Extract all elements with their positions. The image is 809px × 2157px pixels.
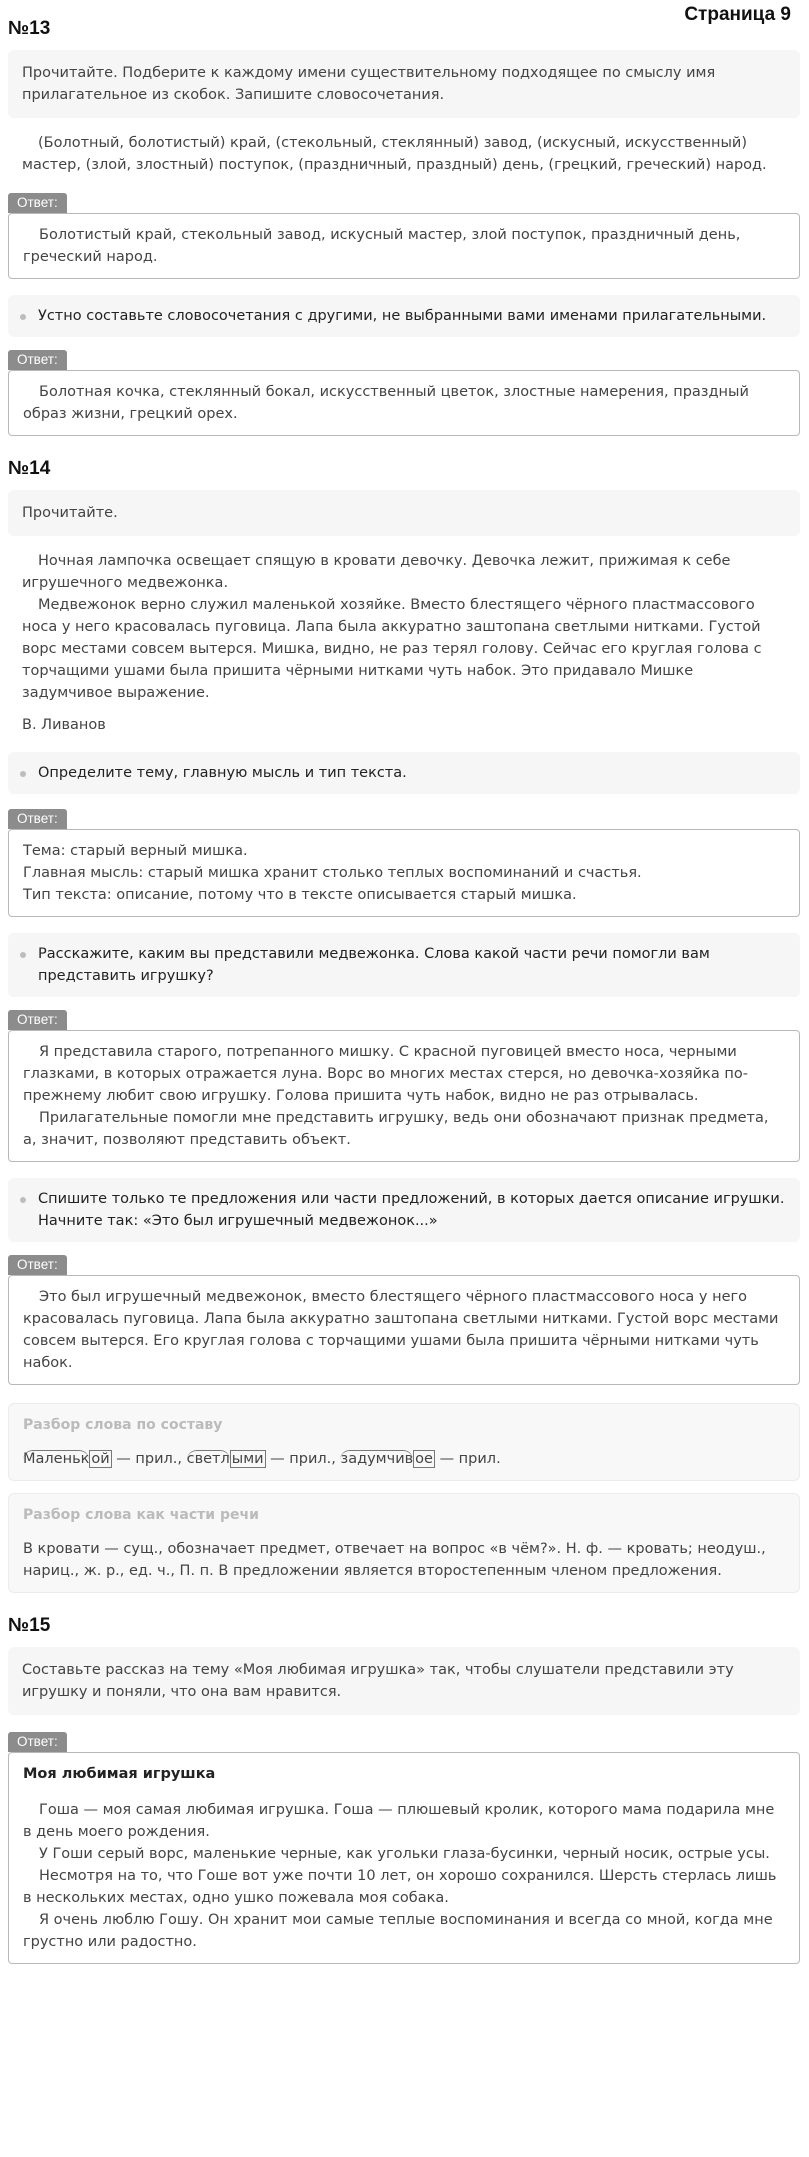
answer-text: Болотная кочка, стеклянный бокал, искусственный цветок, злостные намерения, праздный образ жизни, грецкий орех. [23, 384, 749, 422]
exercise-14-number: №14 [8, 458, 51, 479]
exercise-13-task: Прочитайте. Подберите к каждому имени существительному подходящее по смыслу имя прилагательное из скобок. Запишите словосочетания. [8, 50, 800, 118]
morpheme-word [23, 1448, 112, 1470]
text-paragraph: Ночная лампочка освещает спящую в кровати девочку. Девочка лежит, прижимая к себе игрушечного медвежонка. [22, 553, 731, 591]
story-title: Моя любимая игрушка [23, 1766, 216, 1782]
answer-box [8, 370, 800, 436]
answer-line: Тип текста: описание, потому что в тексте описывается старый мишка. [23, 887, 577, 903]
exercise-13-words: (Болотный, болотистый) край, (стекольный, стеклянный) завод, (искусный, искусственный) мастер, (злой, злостный) поступок, (праздничный, праздный) день, (грецкий, греческий) народ. [22, 135, 767, 173]
morpheme-analysis-words [23, 1448, 785, 1470]
answer-label: Ответ: [8, 193, 67, 213]
morpheme-root: задумчив [340, 1451, 414, 1467]
exercise-13-task-2 [8, 295, 800, 337]
task-text: Спишите только те предложения или части предложений, в которых дается описание игрушки. Начните так: «Это был игрушечный медвежонок...» [38, 1191, 785, 1229]
morpheme-root: светл [186, 1451, 230, 1467]
morpheme-ending: ое [415, 1451, 433, 1467]
exercise-13-number: №13 [8, 18, 51, 39]
morpheme-note: — прил., [265, 1451, 341, 1467]
answer-line: Тема: старый верный мишка. [23, 843, 248, 859]
exercise-14-answer-2 [8, 1009, 800, 1162]
exercise-14-question-3 [8, 1178, 800, 1242]
answer-box [8, 1752, 800, 1964]
answer-text: Это был игрушечный медвежонок, вместо блестящего чёрного пластмассового носа у него красовалась пуговица. Лапа была аккуратно заштопана светлыми нитками. Густой ворс местами совсем вытерся. Его круглая голова с торчащими ушами была пришита чёрными нитками чуть набок. [23, 1289, 779, 1371]
answer-label: Ответ: [8, 809, 67, 829]
morpheme-analysis-title: Разбор слова по составу [23, 1417, 223, 1433]
text-paragraph: Медвежонок верно служил маленькой хозяйке. Вместо блестящего чёрного пластмассового носа у него красовалась пуговица. Лапа была аккуратно заштопана светлыми нитками. Густой ворс местами совсем вытерся. Мишка, видно, не раз терял голову. Сейчас его круглая голова с торчащими ушами была пришита чёрными нитками чуть набок. Это придавало Мишке задумчивое выражение. [22, 597, 762, 701]
bullet-icon [20, 314, 26, 320]
exercise-13-text [8, 124, 800, 184]
page-number: Страница 9 [684, 4, 791, 25]
exercise-14-task: Прочитайте. [8, 490, 800, 536]
morpheme-analysis [8, 1403, 800, 1481]
page-content [8, 0, 800, 1964]
answer-label: Ответ: [8, 1255, 67, 1275]
exercise-15-task: Составьте рассказ на тему «Моя любимая игрушка» так, чтобы слушатели представили эту игрушку и поняли, что она вам нравится. [8, 1647, 800, 1715]
morpheme-root: Маленьк [23, 1451, 90, 1467]
answer-line: Главная мысль: старый мишка хранит столько теплых воспоминаний и счастья. [23, 865, 642, 881]
bullet-icon [20, 1197, 26, 1203]
answer-box [8, 1030, 800, 1162]
story-paragraph: Гоша — моя самая любимая игрушка. Гоша — плюшевый кролик, которого мама подарила мне в день моего рождения. [23, 1802, 775, 1840]
bullet-icon [20, 771, 26, 777]
story-paragraph: У Гоши серый ворс, маленькие черные, как угольки глаза-бусинки, черный носик, острые усы. [39, 1846, 770, 1862]
morpheme-ending: ыми [231, 1451, 264, 1467]
answer-box [8, 1275, 800, 1385]
morpheme-ending: ой [91, 1451, 110, 1467]
exercise-14-question-1 [8, 752, 800, 794]
part-of-speech-analysis-text: В кровати — сущ., обозначает предмет, отвечает на вопрос «в чём?». Н. ф. — кровать; неодуш., нариц., ж. р., ед. ч., П. п. В предложении является второстепенным членом предложения. [23, 1541, 766, 1579]
part-of-speech-analysis-title: Разбор слова как части речи [23, 1507, 259, 1523]
bullet-icon [20, 952, 26, 958]
morpheme-word [187, 1448, 266, 1470]
exercise-14-text [8, 542, 800, 744]
answer-label: Ответ: [8, 1010, 67, 1030]
story-paragraph: Несмотря на то, что Гоше вот уже почти 10 лет, он хорошо сохранился. Шерсть стерлась лишь в нескольких местах, одно ушко пожевала моя собака. [23, 1868, 777, 1906]
part-of-speech-analysis [8, 1493, 800, 1593]
answer-paragraph: Я представила старого, потрепанного мишку. С красной пуговицей вместо носа, черными глазками, в которых отражается луна. Ворс во многих местах стерся, но девочка-хозяйка по-прежнему любит свою игрушку. Голова пришита чуть набок, видно не раз отрывалась. [23, 1044, 748, 1104]
answer-box [8, 213, 800, 279]
exercise-13-answer-2 [8, 349, 800, 436]
task-text: Определите тему, главную мысль и тип текста. [38, 765, 407, 781]
answer-paragraph: Прилагательные помогли мне представить игрушку, ведь они обозначают признак предмета, а, значит, позволяют представить объект. [23, 1110, 769, 1148]
text-author: В. Ливанов [22, 717, 106, 733]
exercise-14-answer-1 [8, 808, 800, 917]
exercise-14-question-2 [8, 933, 800, 997]
exercise-15-number: №15 [8, 1615, 51, 1636]
exercise-14-answer-3 [8, 1254, 800, 1385]
exercise-13-answer-1 [8, 192, 800, 279]
answer-text: Болотистый край, стекольный завод, искусный мастер, злой поступок, праздничный день, греческий народ. [23, 227, 741, 265]
answer-box [8, 829, 800, 917]
answer-label: Ответ: [8, 1732, 67, 1752]
story-paragraph: Я очень люблю Гошу. Он хранит мои самые теплые воспоминания и всегда со мной, когда мне грустно или радостно. [23, 1912, 773, 1950]
morpheme-note: — прил. [434, 1451, 501, 1467]
task-text: Расскажите, каким вы представили медвежонка. Слова какой части речи помогли вам представить игрушку? [38, 946, 710, 984]
morpheme-word [340, 1448, 434, 1470]
answer-label: Ответ: [8, 350, 67, 370]
exercise-15-answer [8, 1731, 800, 1964]
task-text: Устно составьте словосочетания с другими, не выбранными вами именами прилагательными. [38, 308, 767, 324]
morpheme-note: — прил., [111, 1451, 187, 1467]
